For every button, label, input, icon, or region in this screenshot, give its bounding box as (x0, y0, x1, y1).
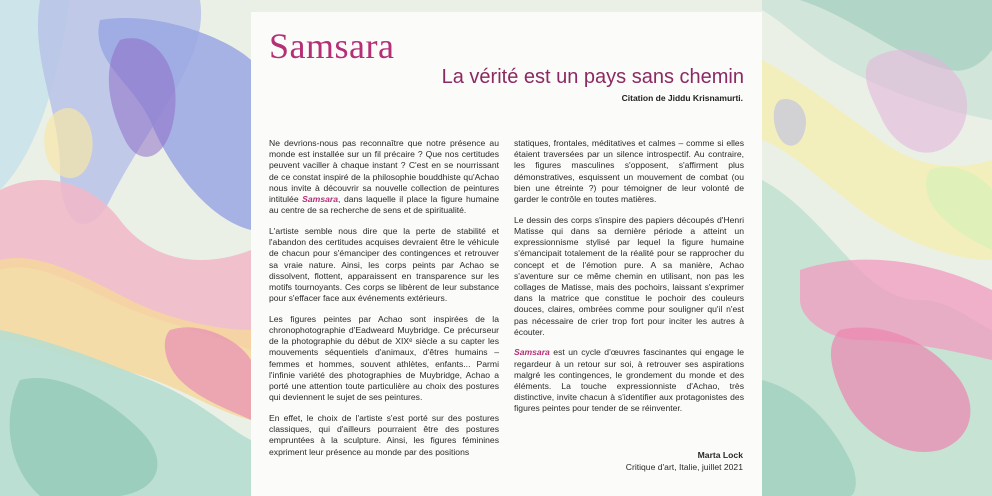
page-subtitle: La vérité est un pays sans chemin (441, 66, 744, 88)
text-panel (251, 12, 762, 496)
quote-citation: Citation de Jiddu Krisnamurti. (621, 93, 743, 103)
author-role: Critique d'art, Italie, juillet 2021 (625, 461, 743, 472)
paragraph-5: statiques, frontales, méditatives et calmes – comme si elles étaient traversées par un silence introspectif. Au contraire, les figures masculines s'opposent, s'affirment plus démonstratives, esquissent un mouvement de combat (ou bien une étreinte ?) pour témoigner de leur volonté de garder le contrôle en toutes matières. (514, 138, 744, 205)
paragraph-3: Les figures peintes par Achao sont inspirées de la chronophotographie d'Eadweard Muybridge. Ce précurseur de la photographie du début de XIXᵉ siècle a su capter les mouvements séquentiels d'animaux, d'êtres humains – femmes et hommes, souvent athlètes, enfants... Parmi l'infinie variété des photographies de Muybridge, Achao a porté une attention toute particulière au choix des postures qui deviennent le sujet de ses peintures. (269, 313, 499, 403)
highlight-samsara: Samsara (514, 347, 550, 358)
paragraph-7: Samsara est un cycle d'œuvres fascinantes qui engage le regardeur à un retour sur soi, à retrouver ses aspirations malgré les contingences, le grondement du monde et des éléments. La touche expressionniste d'Achao, très distinctive, invite chacun à s'identifier aux protagonistes des figures peintes pour tender de se réinventer. (514, 347, 744, 414)
highlight-samsara: Samsara (302, 194, 339, 205)
text-column-right (514, 138, 744, 424)
text-column-left (269, 138, 499, 467)
paragraph-4: En effet, le choix de l'artiste s'est porté sur des postures classiques, qui d'ailleurs pourraient être des postures empruntées à la sculpture. Ainsi, les figures féminines expriment leur présence au monde par des positions (269, 412, 499, 457)
author-name: Marta Lock (697, 450, 743, 460)
signature (626, 450, 743, 473)
paragraph-2: L'artiste semble nous dire que la perte de stabilité et l'abandon des certitudes acquises devraient être le véhicule de chacun pour s'émanciper des contingences et retrouver sa vraie nature. Ainsi, les corps peints par Achao se dissolvent, flottent, apparaissent en transparence sur les motifs tournoyants. Ces corps se libèrent de leur substance pour s'effacer face aux événements extérieurs. (269, 225, 499, 304)
page-title: Samsara (269, 26, 395, 66)
paragraph-6: Le dessin des corps s'inspire des papiers découpés d'Henri Matisse qui dans sa dernière période a atteint un expressionnisme stylisé par lequel la figure humaine s'émancipait totalement de la réalité pour se rapprocher du concept et de l'émotion pure. A sa manière, Achao s'aventure sur ce même chemin en utilisant, non pas les collages de Matisse, mais des pochoirs, laissant s'exprimer dans la matrice que constitue le pochoir des couleurs douces, claires, ombrées comme pour souligner qu'il n'est pas nécessaire de crier trop fort pour inciter les autres à écouter. (514, 214, 744, 337)
paragraph-1: Ne devrions-nous pas reconnaître que notre présence au monde est installée sur un fil précaire ? Que nos certitudes peuvent vaciller à chaque instant ? C'est en se nourrissant de ce constat inspiré de la philosophie bouddhiste qu'Achao nous invite à découvrir sa nouvelle collection de peintures intitulée Samsara, dans laquelle il place la figure humaine au centre de sa recherche de sens et de spiritualité. (269, 138, 499, 216)
